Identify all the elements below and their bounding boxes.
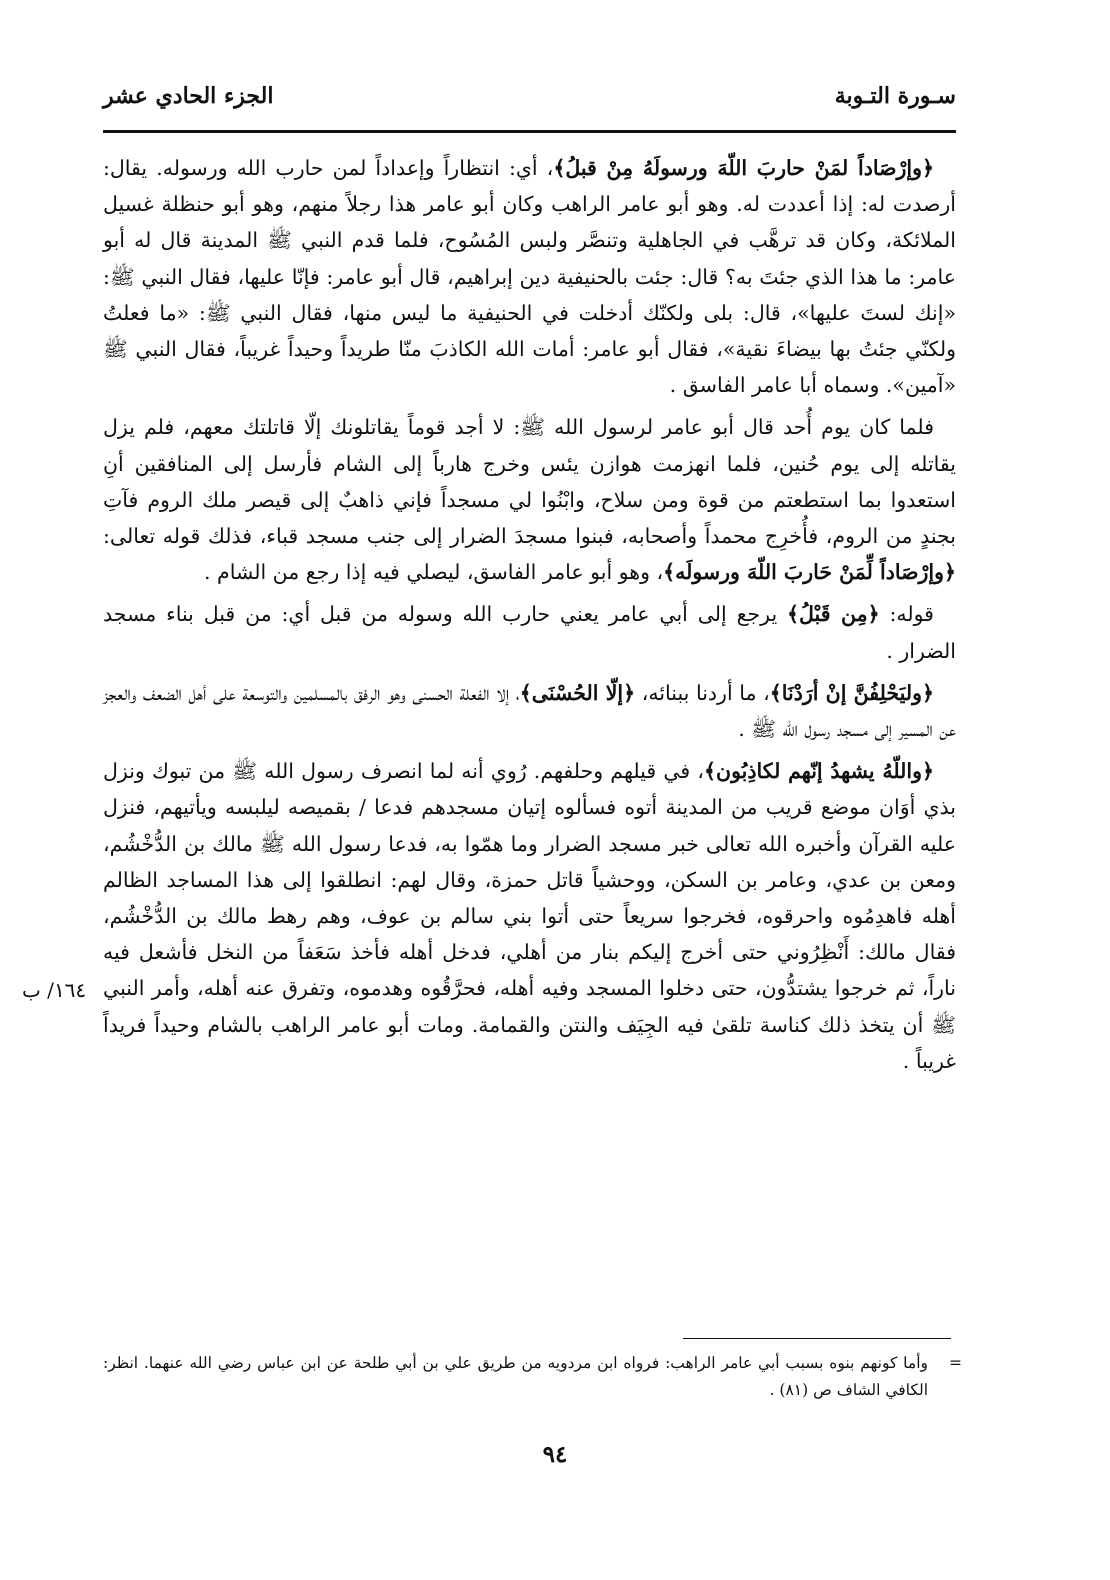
paragraph	[103, 409, 956, 590]
footnote-continuation-mark: =	[949, 1354, 962, 1372]
quran-verse: ﴿وإرْصَاداً لِّمَنْ حَاربَ اللّهَ ورسولَه﴾	[663, 560, 956, 585]
quran-verse: ﴿إلّا الحُسْنَى﴾	[519, 680, 636, 705]
surah-title: سـورة التـوبة	[834, 83, 956, 109]
paragraph	[103, 753, 956, 1079]
paragraph	[103, 675, 956, 747]
commentary-text: ، أي: انتظاراً وإعداداً لمن حارب الله ورسوله. يقال: أرصدت له: إذا أعددت له. وهو أبو عامر الراهب وكان أبو عامر هذا رجلاً منهم، وهو أبو حنظلة غسيل الملائكة، وكان قد ترهَّب في الجاهلية وتنصَّر ولبس المُسُوح، فلما قدم النبي ﷺ المدينة قال له أبو عامر: ما هذا الذي جئتَ به؟ قال: جئت بالحنيفية دين إبراهيم، قال أبو عامر: فإنّا عليها، فقال النبي ﷺ: «إنك لستَ عليها»، قال: بلى ولكنّك أدخلت في الحنيفية ما ليس منها، فقال النبي ﷺ: «ما فعلتُ ولكنّي جئتُ بها بيضاءَ نقية»، فقال أبو عامر: أمات الله الكاذبَ منّا طريداً وحيداً غريباً، فقال النبي ﷺ «آمين». وسماه أبا عامر الفاسق .	[103, 156, 956, 398]
commentary-text: يرجع إلى أبي عامر يعني حارب الله وسوله من قبل أي: من قبل بناء مسجد الضرار .	[103, 602, 956, 663]
commentary-text: ، في قيلهم وحلفهم. رُوي أنه لما انصرف رسول الله ﷺ من تبوك ونزل بذي أوَان موضع قريب من المدينة أتوه فسألوه إتيان مسجدهم فدعا / بقميصه ليلبسه ويأتيهم، فنزل عليه القرآن وأخبره الله تعالى خبر مسجد الضرار وما همّوا به، فدعا رسول الله ﷺ مالك بن الدُّخْشُم، ومعن بن عدي، وعامر بن السكن، ووحشياً قاتل حمزة، وقال لهم: انطلقوا إلى هذا المساجد الظالم أهله فاهدِمُوه واحرقوه، فخرجوا سريعاً حتى أتوا بني سالم بن عوف، وهم رهط مالك بن الدُّخْشُم، فقال مالك: أَنْظِرُوني حتى أخرج إليكم بنار من أهلي، فدخل أهله فأخذ سَعَفاً من النخل فأشعل فيه ناراً، ثم خرجوا يشتدُّون، حتى دخلوا المسجد وفيه أهله، فحرَّقُوه وهدموه، وتفرق عنه أهله، وأمر النبي ﷺ أن يتخذ ذلك كناسة تلقىٰ فيه الجِيَف والنتن والقمامة. ومات أبو عامر الراهب بالشام وحيداً فريداً غريباً .	[103, 759, 956, 1073]
commentary-text: فلما كان يوم أُحد قال أبو عامر لرسول الله ﷺ: لا أجد قوماً يقاتلونك إلّا قاتلتك معهم، فلم يزل يقاتله إلى يوم حُنين، فلما انهزمت هوازن يئس وخرج هارباً إلى الشام فأرسل إلى المنافقين أنِ استعدوا بما استطعتم من قوة ومن سلاح، وابْنُوا لي مسجداً فإني ذاهبٌ إلى قيصر ملك الروم فآتِ بجندٍ من الروم، فأُخرِج محمداً وأصحابه، فبنوا مسجدَ الضرار إلى جنب مسجد قباء، فذلك قوله تعالى:	[103, 415, 956, 549]
quran-verse: ﴿واللّهُ يشهدُ إنّهم لكاذِبُون﴾	[704, 759, 935, 784]
commentary-text: ، إلا الفعلة الحسنى وهو الرفق بالمسلمين والتوسعة على أهل الضعف والعجز عن المسير إلى مسجد رسول الله ﷺ .	[103, 680, 956, 742]
footnote-rule	[683, 1338, 951, 1339]
paragraph	[103, 150, 956, 403]
commentary-text: قوله:	[879, 602, 934, 627]
page-number: ٩٤	[542, 1441, 568, 1468]
header-rule	[103, 130, 956, 133]
running-header	[103, 82, 956, 130]
quran-verse: ﴿وليَحْلِفُنَّ إنْ أرَدْنَا﴾	[769, 680, 934, 705]
main-text	[103, 150, 956, 1085]
part-title: الجزء الحادي عشر	[103, 83, 274, 109]
commentary-text: ، ما أردنا ببنائه،	[635, 680, 770, 705]
footnote	[103, 1350, 962, 1404]
commentary-text: ، وهو أبو عامر الفاسق، ليصلي فيه إذا رجع من الشام .	[203, 560, 664, 585]
footnote-text: وأما كونهم بنوه بسبب أبي عامر الراهب: فرواه ابن مردويه من طريق علي بن أبي طلحة عن ابن عباس رضي الله عنهما. انظر: الكافي الشاف ص (٨١) .	[103, 1354, 928, 1399]
quran-verse: ﴿مِن قَبْلُ﴾	[787, 602, 880, 627]
paragraph	[103, 596, 956, 668]
manuscript-folio-marker: ١٦٤/ ب	[22, 978, 87, 1002]
quran-verse: ﴿وإرْصَاداً لمَنْ حاربَ اللّهَ ورسولَهُ مِنْ قبلُ﴾	[553, 156, 934, 180]
